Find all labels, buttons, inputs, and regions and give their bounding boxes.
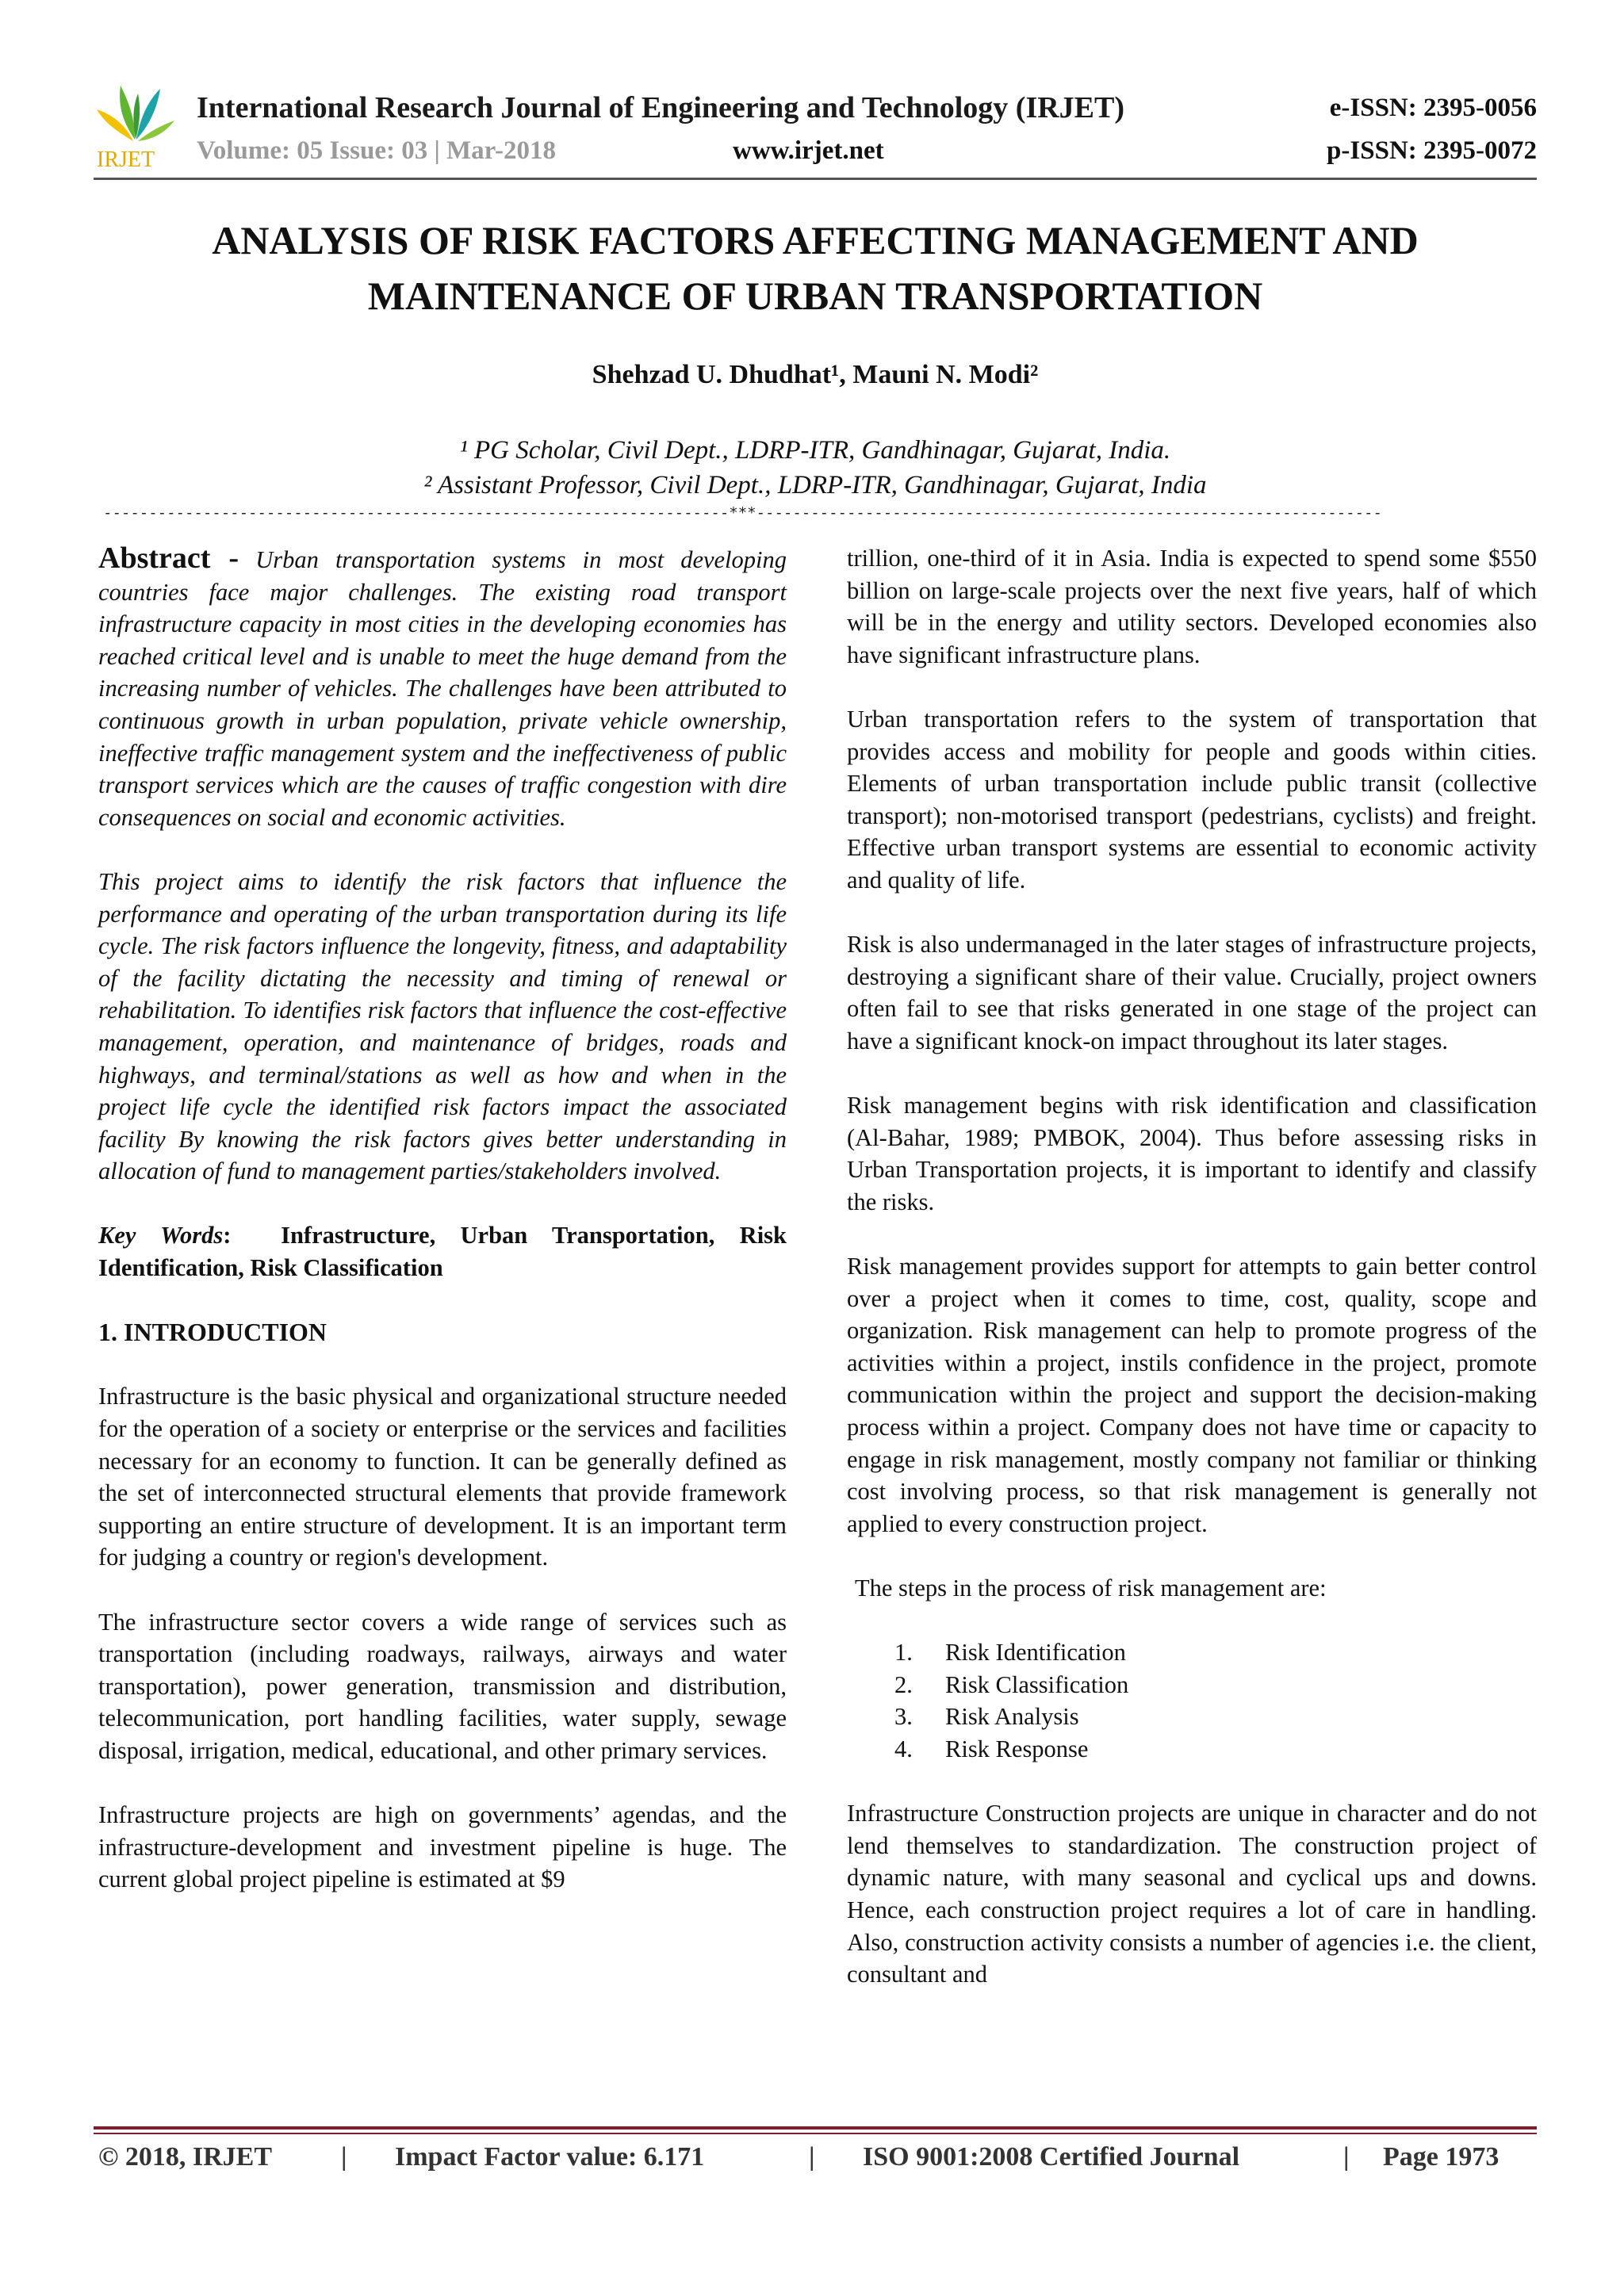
section-separator: ---------------------------------------------------------------------***--------------------------------------------------------------------- — [103, 504, 1382, 522]
footer-separator: | — [1343, 2142, 1350, 2172]
header-divider — [94, 178, 1537, 180]
paper-authors: Shehzad U. Dhudhat¹, Mauni N. Modi² — [592, 360, 1039, 389]
steps-intro: The steps in the process of risk management are: — [855, 1575, 1327, 1601]
footer-separator: | — [809, 2142, 815, 2172]
list-item-label: Risk Identification — [945, 1639, 1126, 1667]
section-heading-introduction: 1. INTRODUCTION — [98, 1318, 327, 1347]
footer-page-number: Page 1973 — [1383, 2142, 1500, 2172]
logo-text: IRJET — [97, 147, 155, 171]
keywords-colon: : — [223, 1222, 232, 1249]
right-paragraph-4: Risk management begins with risk identification and classification (Al-Bahar, 1989; PMBOK, 2004). Thus before assessing risks in Urban Transportation projects, it is important to identify and classify the risks. — [847, 1092, 1537, 1215]
paper-title-line-2: MAINTENANCE OF URBAN TRANSPORTATION — [367, 274, 1263, 318]
footer-iso: ISO 9001:2008 Certified Journal — [863, 2142, 1240, 2172]
affiliation-2: ² Assistant Professor, Civil Dept., LDRP-ITR, Gandhinagar, Gujarat, India — [423, 471, 1207, 499]
intro-paragraph-2: The infrastructure sector covers a wide range of services such as transportation (including roadways, railways, airways and water transportation), power generation, transmission and distribution, telecommunication, port handling facilities, water supply, sewage disposal, irrigation, medical, educational, and other primary services. — [98, 1608, 787, 1764]
footer-impact-factor: Impact Factor value: 6.171 — [395, 2142, 705, 2172]
list-item — [894, 1733, 1537, 1766]
abstract-paragraph-2: This project aims to identify the risk factors that influence the performance and operating of the urban transportation during its life cycle. The risk factors influence the longevity, fitness, and adaptability of the facility dictating the necessity and timing of renewal or rehabilitation. To identifies risk factors that influence the cost-effective management, operation, and maintenance of bridges, roads and highways, and terminal/stations as well as how and when in the project life cycle the identified risk factors impact the associated facility By knowing the risk factors gives better understanding in allocation of fund to management parties/stakeholders involved. — [98, 867, 787, 1185]
keywords-text: Infrastructure, Urban Transportation, Risk Identification, Risk Classification — [98, 1222, 787, 1282]
intro-paragraph-3: Infrastructure projects are high on governments’ agendas, and the infrastructure-development and investment pipeline is huge. The current global project pipeline is estimated at $9 — [98, 1801, 787, 1893]
list-item-number: 3. — [894, 1703, 913, 1731]
keywords — [98, 1219, 787, 1284]
paper-title — [94, 212, 1537, 323]
left-column — [98, 542, 787, 1928]
keywords-label: Key Words — [98, 1222, 224, 1249]
list-item — [894, 1669, 1537, 1701]
paper-title-line-1: ANALYSIS OF RISK FACTORS AFFECTING MANAGEMENT AND — [212, 218, 1419, 262]
abstract-paragraph-1 — [98, 542, 787, 833]
journal-header — [94, 73, 1537, 176]
list-item — [894, 1636, 1537, 1669]
right-paragraph-2: Urban transportation refers to the system of transportation that provides access and mobility for people and goods within cities. Elements of urban transportation include public transit (collective transport); non-motorised transport (pedestrians, cyclists) and freight. Effective urban transport systems are essential to economic activity and quality of life. — [847, 705, 1537, 894]
right-column — [847, 542, 1537, 2022]
risk-steps-list — [894, 1636, 1537, 1765]
list-item — [894, 1701, 1537, 1733]
volume-issue: Volume: 05 Issue: 03 | Mar-2018 — [197, 136, 557, 165]
journal-website-link[interactable]: www.irjet.net — [733, 136, 884, 165]
list-item-label: Risk Classification — [945, 1670, 1129, 1698]
list-item-number: 1. — [894, 1639, 913, 1667]
p-issn: p-ISSN: 2395-0072 — [1327, 136, 1537, 165]
list-item-number: 4. — [894, 1735, 913, 1762]
affiliation-1: ¹ PG Scholar, Civil Dept., LDRP-ITR, Gandhinagar, Gujarat, India. — [459, 436, 1171, 465]
footer-rule-thin — [94, 2133, 1537, 2134]
footer-copyright: © 2018, IRJET — [98, 2142, 273, 2172]
list-item-number: 2. — [894, 1670, 913, 1698]
right-paragraph-3: Risk is also undermanaged in the later stages of infrastructure projects, destroying a significant share of their value. Crucially, project owners often fail to see that risks generated in one stage of the project can have a significant knock-on impact throughout its later stages. — [847, 931, 1537, 1054]
list-item-label: Risk Response — [945, 1735, 1089, 1762]
intro-paragraph-1: Infrastructure is the basic physical and organizational structure needed for the operation of a society or enterprise or the services and facilities necessary for an economy to function. It can be generally defined as the set of interconnected structural elements that provide framework supporting an entire structure of development. It is an important term for judging a country or region's development. — [98, 1383, 787, 1571]
abstract-text-1: Urban transportation systems in most developing countries face major challenges. The existing road transport infrastructure capacity in most cities in the developing economies has reached critical level and is unable to meet the huge demand from the increasing number of vehicles. The challenges have been attributed to continuous growth in urban population, private vehicle ownership, ineffective traffic management system and the ineffectiveness of public transport services which are the causes of traffic congestion with dire consequences on social and economic activities. — [98, 546, 787, 831]
irjet-leaf-logo-icon — [94, 78, 178, 171]
abstract-label: Abstract - — [98, 541, 239, 575]
footer-rule-thick — [94, 2126, 1537, 2130]
list-item-label: Risk Analysis — [945, 1703, 1079, 1731]
right-paragraph-6: Infrastructure Construction projects are unique in character and do not lend themselves to standardization. The construction project of dynamic nature, with many seasonal and cyclical ups and downs. Hence, each construction project requires a lot of care in handling. Also, construction activity consists a number of agencies i.e. the client, consultant and — [847, 1800, 1537, 1988]
footer-separator: | — [341, 2142, 347, 2172]
right-paragraph-1: trillion, one-third of it in Asia. India is expected to spend some $550 billion on large-scale projects over the next five years, half of which will be in the energy and utility sectors. Developed economies also have significant infrastructure plans. — [847, 545, 1537, 668]
journal-title: International Research Journal of Engineering and Technology (IRJET) — [197, 91, 1125, 124]
e-issn: e-ISSN: 2395-0056 — [1329, 94, 1537, 122]
right-paragraph-5: Risk management provides support for attempts to gain better control over a project when it comes to time, cost, quality, scope and organization. Risk management can help to promote progress of the activities within a project, instils confidence in the project, promote communication within the project and support the decision-making process within a project. Company does not have time or capacity to engage in risk management, mostly company not familiar or thinking cost involving process, so that risk management is generally not applied to every construction project. — [847, 1253, 1537, 1537]
